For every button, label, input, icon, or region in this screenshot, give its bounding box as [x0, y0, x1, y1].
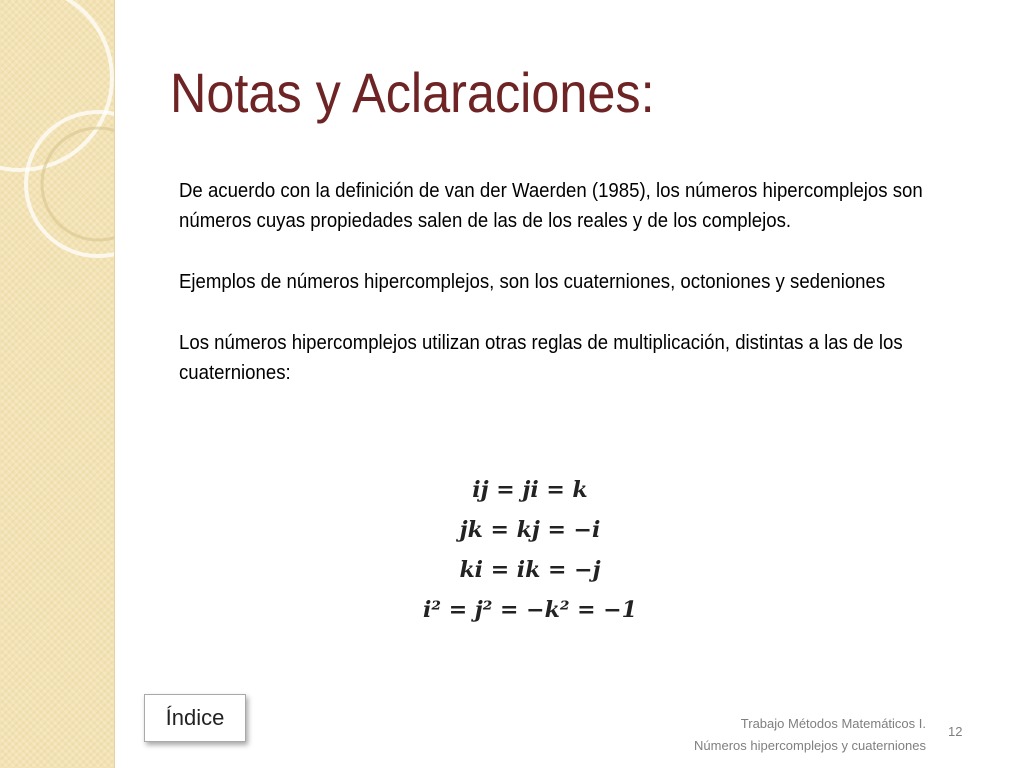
decorative-sidebar: [0, 0, 115, 768]
paragraph-definition: De acuerdo con la definición de van der Waerden (1985), los números hipercomplejos son números cuyas propiedades salen de las de los reales y de los complejos.: [179, 180, 923, 232]
decorative-circles: [0, 0, 114, 300]
paragraph-examples: Ejemplos de números hipercomplejos, son los cuaterniones, octoniones y sedeniones: [179, 271, 886, 293]
equation-squares: i² = j² = −k² = −1: [423, 597, 637, 623]
equation-jk: jk = kj = −i: [459, 517, 601, 543]
paragraph-multiplication-rules: Los números hipercomplejos utilizan otras reglas de multiplicación, distintas a las de los cuaterniones:: [179, 332, 903, 384]
equations-block: [400, 470, 660, 630]
page-title: Notas y Aclaraciones:: [170, 61, 655, 124]
equation-ki: ki = ik = −j: [459, 557, 601, 583]
equation-ij: ij = ji = k: [472, 477, 588, 503]
footer-line-course: Trabajo Métodos Matemáticos I.: [740, 716, 926, 731]
index-button[interactable]: Índice: [144, 694, 246, 742]
page-number: 12: [948, 724, 963, 739]
body-text: [179, 176, 939, 419]
footer-line-topic: Números hipercomplejos y cuaterniones: [694, 738, 926, 753]
footer: [694, 713, 926, 757]
